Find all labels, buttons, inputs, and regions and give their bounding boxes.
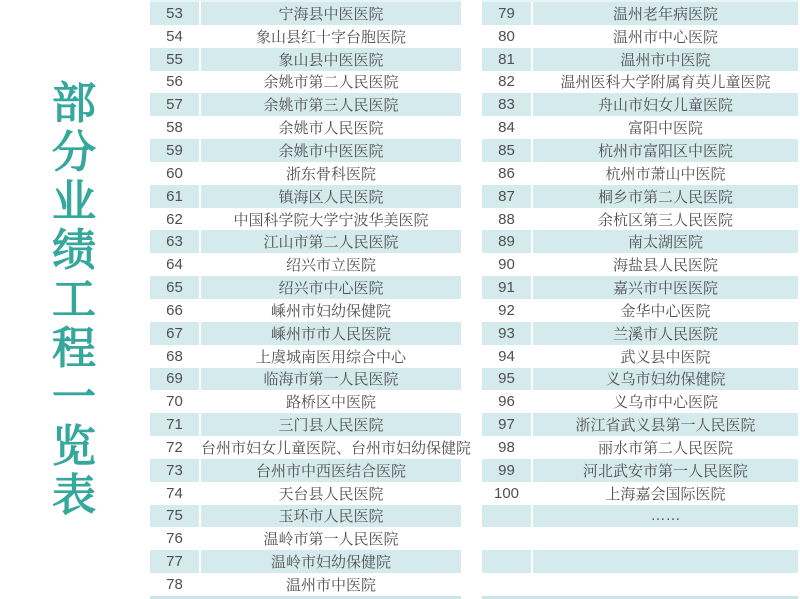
row-number: 77 — [166, 553, 183, 571]
row-number: 80 — [498, 27, 515, 45]
table-row — [482, 368, 798, 391]
table-row — [150, 482, 461, 505]
hospital-name: 海盐县人民医院 — [612, 257, 718, 275]
table-row — [150, 208, 461, 231]
hospital-table-right — [482, 0, 798, 599]
hospital-name: 温州市中心医院 — [612, 28, 718, 46]
table-row — [150, 436, 472, 459]
table-row — [150, 368, 461, 391]
hospital-name: …… — [650, 507, 681, 525]
table-row — [482, 459, 798, 482]
table-row — [150, 48, 461, 71]
row-number: 79 — [498, 4, 515, 22]
hospital-name: 象山县中医医院 — [278, 51, 384, 69]
row-number: 67 — [166, 324, 183, 342]
row-number: 69 — [166, 370, 183, 388]
hospital-name: 余杭区第三人民医院 — [597, 211, 733, 229]
table-row — [150, 162, 461, 185]
table-row — [150, 390, 461, 413]
table-row — [482, 322, 798, 345]
row-number — [482, 505, 531, 528]
row-number: 55 — [166, 50, 183, 68]
title-char: 业 — [52, 177, 96, 226]
hospital-name: 绍兴市立医院 — [285, 257, 376, 275]
title-char: 表 — [52, 471, 96, 520]
table-row — [482, 299, 798, 322]
table-row — [482, 185, 798, 208]
title-char: 部 — [52, 79, 96, 128]
hospital-name: 金华中心医院 — [620, 302, 711, 320]
title-char: 程 — [52, 324, 96, 373]
hospital-name: 温岭市第一人民医院 — [263, 531, 399, 549]
row-number: 81 — [498, 50, 515, 68]
hospital-name: 浙东骨科医院 — [285, 165, 376, 183]
hospital-name: 象山县红十字台胞医院 — [255, 28, 406, 46]
table-row — [150, 550, 461, 573]
table-row — [150, 230, 461, 253]
row-number: 78 — [166, 576, 183, 594]
hospital-name: 桐乡市第二人民医院 — [597, 188, 733, 206]
hospital-name: 南太湖医院 — [627, 234, 703, 252]
hospital-name: 嵊州市妇幼保健院 — [270, 302, 391, 320]
hospital-name: 温州市中医院 — [620, 51, 711, 69]
row-number: 64 — [166, 256, 183, 274]
table-row — [150, 2, 461, 25]
row-number: 58 — [166, 119, 183, 137]
hospital-name: 中国科学院大学宁波华美医院 — [233, 211, 429, 229]
hospital-name: 绍兴市中心医院 — [278, 280, 384, 298]
table-row — [482, 505, 798, 528]
table-row — [150, 505, 461, 528]
hospital-name — [533, 573, 798, 596]
hospital-name: 余姚市中医医院 — [278, 142, 384, 160]
row-number: 76 — [166, 530, 183, 548]
row-number: 99 — [498, 461, 515, 479]
table-row — [482, 390, 798, 413]
hospital-name: 上海嘉会国际医院 — [605, 485, 726, 503]
row-number: 82 — [498, 73, 515, 91]
row-number: 88 — [498, 210, 515, 228]
hospital-name: 三门县人民医院 — [278, 417, 384, 435]
row-number: 63 — [166, 233, 183, 251]
table-row — [150, 459, 461, 482]
row-number — [482, 527, 531, 550]
row-number: 57 — [166, 96, 183, 114]
hospital-name: 温州医科大学附属育英儿童医院 — [560, 74, 771, 92]
row-number: 73 — [166, 461, 183, 479]
table-row — [482, 230, 798, 253]
table-row — [150, 185, 461, 208]
table-row — [482, 71, 798, 94]
row-number: 75 — [166, 507, 183, 525]
row-number: 54 — [166, 27, 183, 45]
hospital-name — [533, 550, 798, 573]
table-row — [482, 436, 798, 459]
title-char: 览 — [52, 422, 96, 471]
table-row — [482, 208, 798, 231]
row-number: 93 — [498, 324, 515, 342]
row-number: 61 — [166, 187, 183, 205]
table-row — [150, 345, 461, 368]
row-number: 92 — [498, 301, 515, 319]
table-row — [482, 527, 798, 550]
table-row — [482, 48, 798, 71]
hospital-name: 余姚市人民医院 — [278, 120, 384, 138]
row-number: 71 — [166, 416, 183, 434]
hospital-name: 温州市中医院 — [285, 577, 376, 595]
hospital-name: 义乌市妇幼保健院 — [605, 371, 726, 389]
page-title — [0, 0, 148, 599]
row-number: 98 — [498, 438, 515, 456]
hospital-name: 浙江省武义县第一人民医院 — [575, 417, 756, 435]
table-row — [482, 116, 798, 139]
table-row — [150, 139, 461, 162]
hospital-name: 嵊州市市人民医院 — [270, 325, 391, 343]
row-number: 100 — [493, 484, 520, 502]
row-number: 53 — [166, 4, 183, 22]
hospital-name: 宁海县中医医院 — [278, 5, 384, 23]
hospital-name: 上虞城南医用综合中心 — [255, 348, 406, 366]
row-number: 66 — [166, 301, 183, 319]
hospital-name: 武义县中医院 — [620, 348, 711, 366]
row-number: 96 — [498, 393, 515, 411]
row-number: 94 — [498, 347, 515, 365]
hospital-name: 路桥区中医院 — [285, 394, 376, 412]
table-row — [482, 482, 798, 505]
hospital-name: 余姚市第三人民医院 — [263, 97, 399, 115]
row-number: 84 — [498, 119, 515, 137]
table-row — [482, 573, 798, 596]
row-number — [482, 550, 531, 573]
hospital-name: 丽水市第二人民医院 — [597, 439, 733, 457]
row-number: 86 — [498, 164, 515, 182]
table-row — [482, 139, 798, 162]
hospital-name: 玉环市人民医院 — [278, 508, 384, 526]
table-row — [150, 413, 461, 436]
hospital-name: 杭州市萧山中医院 — [605, 165, 726, 183]
title-char: 分 — [52, 128, 96, 177]
hospital-name: 温岭市妇幼保健院 — [270, 554, 391, 572]
hospital-name: 嘉兴市中医医院 — [612, 280, 718, 298]
row-number: 68 — [166, 347, 183, 365]
hospital-name: 镇海区人民医院 — [278, 188, 384, 206]
table-row — [150, 25, 461, 48]
hospital-name: 舟山市妇女儿童医院 — [597, 97, 733, 115]
hospital-name: 天台县人民医院 — [278, 485, 384, 503]
row-number: 97 — [498, 416, 515, 434]
hospital-name: 江山市第二人民医院 — [263, 234, 399, 252]
hospital-name — [533, 527, 798, 550]
table-row — [482, 25, 798, 48]
row-number: 85 — [498, 141, 515, 159]
hospital-table-left — [150, 0, 472, 599]
table-row — [150, 93, 461, 116]
row-number: 87 — [498, 187, 515, 205]
row-number: 62 — [166, 210, 183, 228]
table-row — [150, 527, 461, 550]
hospital-name: 杭州市富阳区中医院 — [597, 142, 733, 160]
title-char: 工 — [52, 275, 96, 324]
row-number: 89 — [498, 233, 515, 251]
table-row — [482, 253, 798, 276]
row-number — [482, 573, 531, 596]
row-number: 59 — [166, 141, 183, 159]
table-row — [150, 116, 461, 139]
title-char: 绩 — [52, 226, 96, 275]
table-row — [482, 413, 798, 436]
row-number: 60 — [166, 164, 183, 182]
hospital-name: 台州市妇女儿童医院、台州市妇幼保健院 — [201, 439, 472, 457]
table-row — [150, 253, 461, 276]
table-row — [482, 550, 798, 573]
hospital-name: 义乌市中心医院 — [612, 394, 718, 412]
table-row — [482, 162, 798, 185]
hospital-name: 河北武安市第一人民医院 — [582, 462, 748, 480]
row-number: 74 — [166, 484, 183, 502]
row-number: 72 — [166, 438, 183, 456]
row-number: 83 — [498, 96, 515, 114]
hospital-name: 台州市中西医结合医院 — [255, 462, 406, 480]
hospital-name: 兰溪市人民医院 — [612, 325, 718, 343]
table-row — [150, 573, 461, 596]
hospital-name: 温州老年病医院 — [612, 5, 718, 23]
table-row — [150, 71, 461, 94]
hospital-name: 余姚市第二人民医院 — [263, 74, 399, 92]
table-row — [150, 276, 461, 299]
table-row — [482, 2, 798, 25]
row-number: 90 — [498, 256, 515, 274]
table-row — [482, 93, 798, 116]
row-number: 65 — [166, 279, 183, 297]
row-number: 91 — [498, 279, 515, 297]
hospital-name: 临海市第一人民医院 — [263, 371, 399, 389]
title-char: 一 — [52, 373, 96, 422]
hospital-name: 富阳中医院 — [627, 120, 703, 138]
table-row — [150, 299, 461, 322]
table-row — [482, 345, 798, 368]
row-number: 95 — [498, 370, 515, 388]
row-number: 70 — [166, 393, 183, 411]
table-row — [482, 276, 798, 299]
row-number: 56 — [166, 73, 183, 91]
table-row — [150, 322, 461, 345]
